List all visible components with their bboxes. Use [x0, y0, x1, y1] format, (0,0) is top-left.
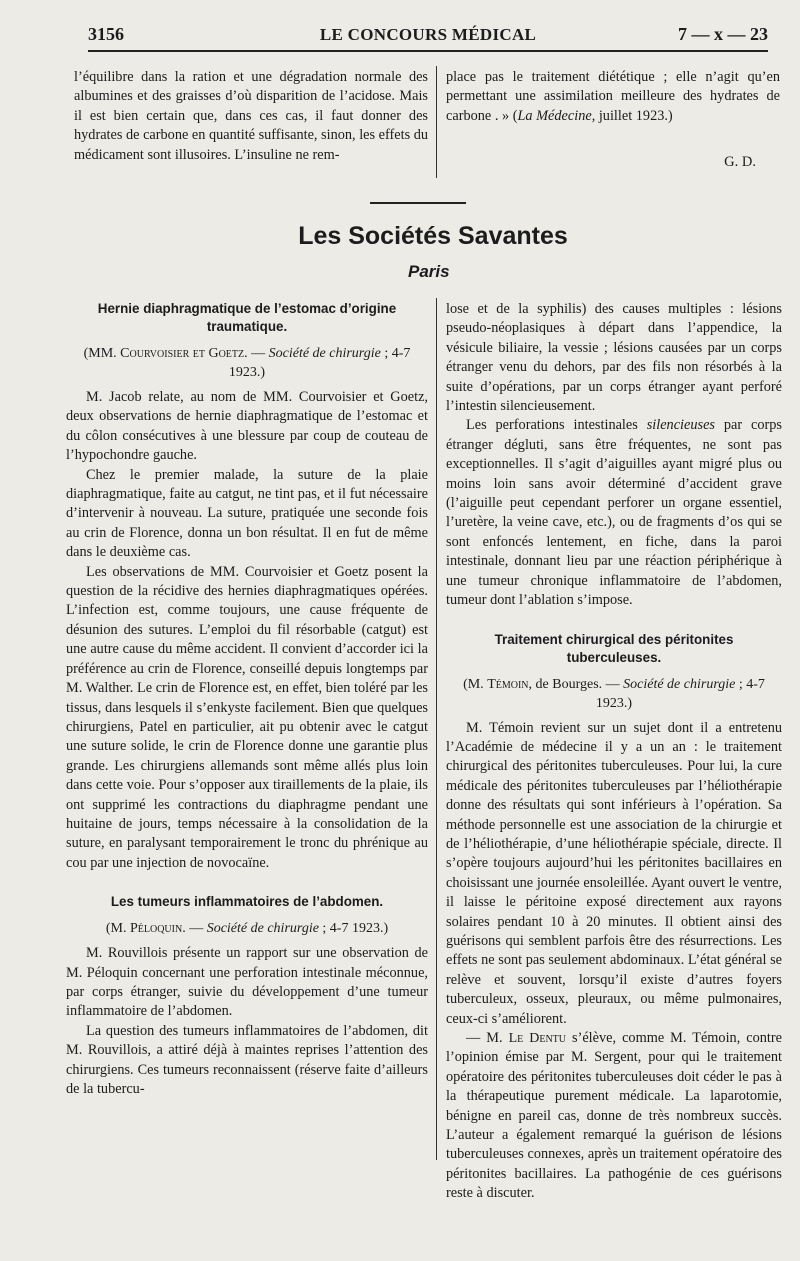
- journal-title: LE CONCOURS MÉDICAL: [319, 25, 537, 44]
- ref-society: Société de chirurgie: [623, 676, 736, 692]
- paragraph: Les observations de MM. Courvoisier et Goetz posent la question de la récidive des hernies diaphragmatiques opérées. L’infection est, comme toujours, une cause fréquente de désunion des sutures. L’emploi du fil résorbable (catgut) est une autre cause du même accident. Il convient d’accorder ici la préférence au crin de Florence, conseillé depuis longtemps par M. Walther. Le crin de Florence est, en effet, bien toléré par les tissus, dans lesquels il s’enkyste facilement. Bien que quelques chirurgiens, Patel en particulier, ait pu obtenir avec le catgut une suture solide, le crin de Florence donne une garantie plus grande. Les chirurgiens allemands sont même allés plus loin dans cette voie. Pour s’opposer aux tiraillements de la plaie, ils ont supprimé les contractions du diaphragme pendant une huitaine de jours, temps nécessaire à la consolidation de la suture, en paralysant temporairement le tronc du phrénique au cou par une injection de novocaïne.: [66, 563, 428, 871]
- paragraph: M. Jacob relate, au nom de MM. Courvoisier et Goetz, deux observations de hernie diaphragmatique de l’estomac et du côlon consécutives à une blessure par coup de couteau de l’hypochondre gauche.: [66, 389, 428, 464]
- page-number: 3156: [88, 24, 124, 44]
- text-span: —: [602, 676, 624, 692]
- author-name: Le Dentu: [508, 1031, 566, 1046]
- text-span: —: [247, 346, 269, 361]
- paragraph: M. Témoin revient sur un sujet dont il a entretenu l’Académie de médecine il y a un an : le traitement chirurgical des péritonites tuberculeuses. Pour lui, la cure médicale des péritonites tuberculeuses par l’héliothérapie donne des résultats qui sont inférieurs à l’opération. Sa méthode personnelle est une association de la chirurgie et de l’héliothérapie, d’une héliothérapie spéciale, directe. Il s’opère toujours aujourd’hui les péritonites bacillaires en choisissant une journée ensoleillée. Ayant ouvert le ventre, il laisse le péritoine exposé directement aux rayons solaires pendant 10 à 20 minutes. Il obtient ainsi des guérisons qui semblent parfois être des résurrections. Les effets ne sont pas seulement abdominaux. L’état général se relève et souvent, lorsqu’il existe d’autres foyers tuberculeux, osseux, pleuraux, ou même pulmonaires, ceux-ci s’améliorent.: [446, 719, 782, 1027]
- text-span: (MM.: [83, 346, 121, 361]
- text-span: juillet 1923.): [595, 107, 673, 124]
- text-span: (M.: [105, 921, 130, 937]
- source-title: La Médecine,: [517, 107, 596, 124]
- left-column: [66, 300, 428, 1099]
- article-title: Les tumeurs inflammatoires de l’abdomen.: [110, 894, 384, 910]
- ref-authors: Témoin,: [487, 676, 533, 692]
- paragraph: Chez le premier malade, la suture de la plaie diaphragmatique, faite au catgut, ne tint pas, et il fut nécessaire d’intervenir à nouveau. La suture, pratiquée une seconde fois au crin de Florence, donna un bon résultat. Il en fut de même dans le deuxième cas.: [66, 466, 428, 561]
- column-divider: [436, 298, 437, 1160]
- text-span: Les perforations intestinales: [466, 417, 647, 434]
- section-title: Les Sociétés Savantes: [298, 222, 568, 250]
- issue-date: 7 — x — 23: [678, 24, 768, 44]
- article-reference: [446, 675, 782, 713]
- continued-paragraph: l’équilibre dans la ration et une dégradation normale des albumines et des graisses d’où disparition de l’acidose. Mais il est bien certain que, dans ces cas, il faut donner des hydrates de carbone en quantité suffisante, sinon, les effets du médicament sont illusoires. L’insuline ne rem-: [74, 69, 429, 163]
- ref-authors: Péloquin.: [129, 921, 186, 937]
- page-header: [88, 22, 768, 52]
- article-title: Traitement chirurgical des péritonites tuberculeuses.: [494, 631, 734, 665]
- ref-place: de Bourges.: [532, 676, 603, 692]
- section-subtitle: Paris: [408, 262, 450, 281]
- ref-society: Société de chirurgie: [206, 921, 319, 937]
- right-column: [446, 300, 782, 1204]
- text-span: (M.: [463, 676, 488, 692]
- paragraph: La question des tumeurs inflammatoires de l’abdomen, dit M. Rouvillois, a attiré déjà à maintes reprises l’attention des chirurgiens. Ces tumeurs reconnaissent (réserve faite d’ailleurs de la tubercu-: [66, 1022, 428, 1097]
- text-span: — M.: [466, 1030, 509, 1046]
- top-right-column: [446, 68, 780, 126]
- paragraph: [446, 416, 782, 610]
- ref-date: ; 4-7 1923.): [228, 346, 411, 380]
- article-reference: [66, 919, 428, 938]
- column-divider-top: [436, 66, 437, 178]
- paragraph: M. Rouvillois présente un rapport sur une observation de M. Péloquin concernant une perforation intestinale méconnue, par corps étranger, suivie du développement d’une tumeur inflammatoire de l’abdomen.: [66, 945, 428, 1020]
- paragraph: [446, 1029, 782, 1204]
- continued-paragraph-end: [446, 68, 780, 126]
- ref-date: ; 4-7 1923.): [595, 676, 765, 711]
- section-separator: [370, 202, 466, 204]
- signature: G. D.: [724, 154, 756, 170]
- text-span: par corps étranger dégluti, sans être fréquentes, ne sont pas exceptionnelles. Il s’agit d’aiguilles ayant migré plus ou moins loin sans avoir déterminé d’accident grave (l’aiguille peut cependant perforer un organe essentiel, l’uretère, la veine cave, etc.), ou de fragments d’os qui se sont enfoncés lentement, en fiche, dans la paroi intestinale, donnant lieu par une réaction périphérique à une tumeur chronique inflammatoire de l’abdomen, tumeur dont l’ablation s’impose.: [446, 417, 782, 609]
- article-title: Hernie diaphragmatique de l’estomac d’origine traumatique.: [97, 301, 397, 334]
- text-span: s’élève, comme M. Témoin, contre l’opinion émise par M. Sergent, pour qui le traitement opératoire des péritonites tuberculeuses doit céder le pas à la thérapeutique purement médicale. La laparotomie, bénigne en pareil cas, donne de très nombreux succès. L’auteur a également remarqué la guérison de lésions tuberculeuses connexes, après un traitement opératoire des péritonites bacillaires. La pathogénie de ces guérisons reste à discuter.: [446, 1030, 782, 1202]
- article-reference: [66, 344, 428, 382]
- ref-authors: Courvoisier et Goetz.: [120, 346, 248, 361]
- emphasis: silencieuses: [646, 417, 715, 434]
- ref-society: Société de chirurgie: [268, 346, 381, 361]
- paragraph: lose et de la syphilis) des causes multiples : lésions pseudo-néoplasiques à départ dans l’appendice, la vésicule biliaire, la vessie ; lésions causées par un corps étranger venu du dehors, par des fils non résorbés à la suite d’opérations, par un corps étranger ayant perforé l’intestin silencieusement.: [446, 301, 782, 415]
- text-span: place pas le traitement diététique ; elle n’agit qu’en permettant une assimilation meilleure des hydrates de carbone . » (: [446, 69, 780, 124]
- text-span: —: [185, 921, 207, 937]
- top-left-column: [74, 68, 428, 165]
- ref-date: ; 4-7 1923.): [318, 921, 389, 937]
